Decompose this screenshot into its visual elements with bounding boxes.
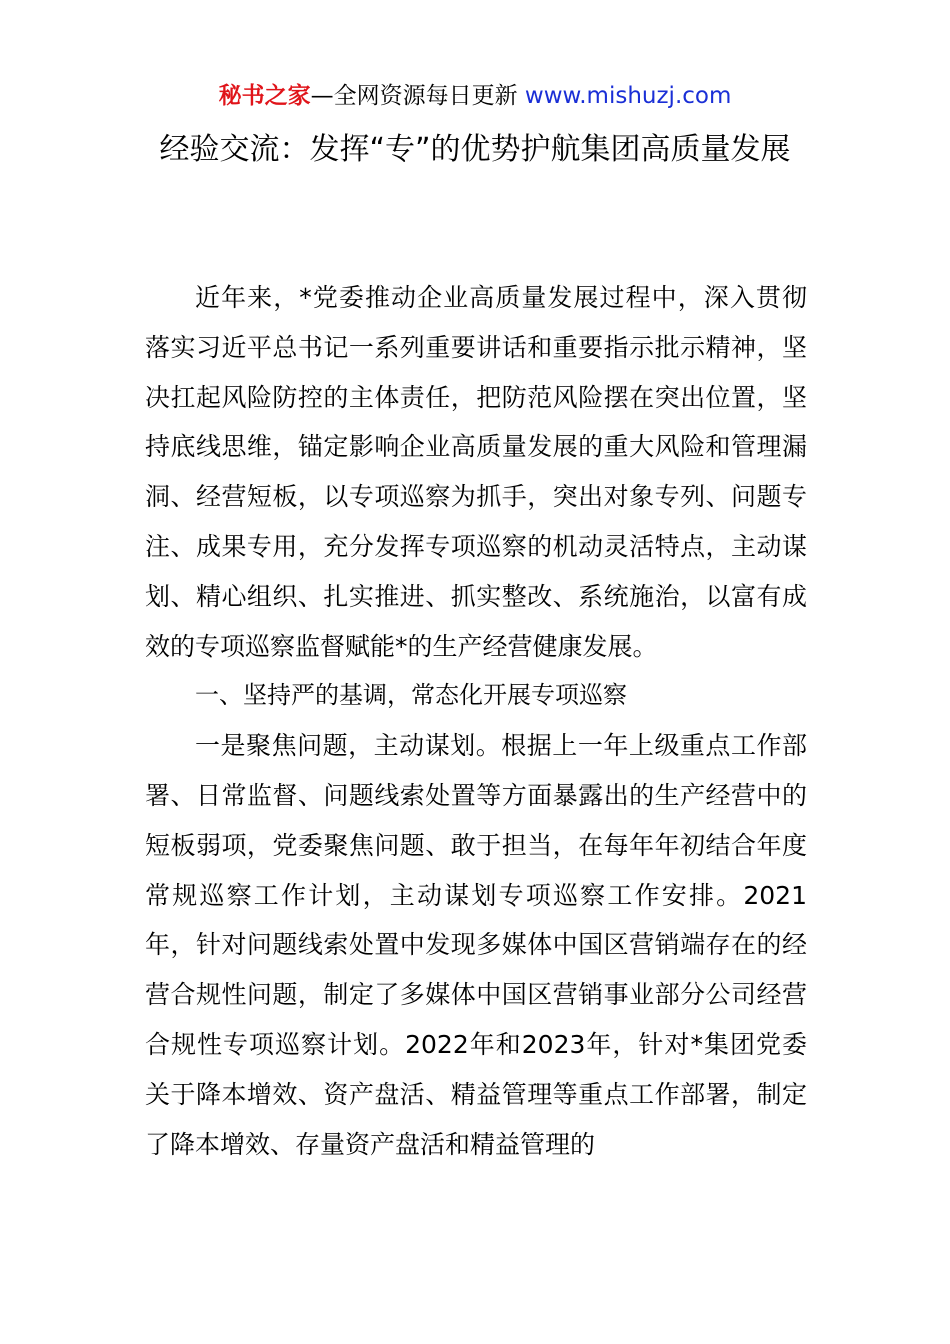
section-paragraph: 一是聚焦问题，主动谋划。根据上一年上级重点工作部署、日常监督、问题线索处置等方面暴露出的生产经营中的短板弱项，党委聚焦问题、敢于担当，在每年年初结合年度常规巡察工作计划，主动谋划专项巡察工作安排。2021年，针对问题线索处置中发现多媒体中国区营销端存在的经营合规性问题，制定了多媒体中国区营销事业部分公司经营合规性专项巡察计划。2022年和2023年，针对*集团党委关于降本增效、资产盘活、精益管理等重点工作部署，制定了降本增效、存量资产盘活和精益管理的 xyxy=(145,731,807,1159)
document-body xyxy=(145,273,807,1169)
document-title: 经验交流：发挥“专”的优势护航集团高质量发展 xyxy=(159,132,791,167)
intro-paragraph: 近年来，*党委推动企业高质量发展过程中，深入贯彻落实习近平总书记一系列重要讲话和重要指示批示精神，坚决扛起风险防控的主体责任，把防范风险摆在突出位置，坚持底线思维，锚定影响企业高质量发展的重大风险和管理漏洞、经营短板，以专项巡察为抓手，突出对象专列、问题专注、成果专用，充分发挥专项巡察的机动灵活特点，主动谋划、精心组织、扎实推进、抓实整改、系统施治，以富有成效的专项巡察监督赋能*的生产经营健康发展。 xyxy=(145,283,807,661)
section-heading: 一、坚持严的基调，常态化开展专项巡察 xyxy=(195,681,627,710)
site-header xyxy=(0,78,950,114)
header-url[interactable]: www.mishuzj.com xyxy=(524,83,732,109)
header-tagline: —全网资源每日更新 xyxy=(310,83,525,109)
brand-name: 秘书之家 xyxy=(218,83,311,109)
